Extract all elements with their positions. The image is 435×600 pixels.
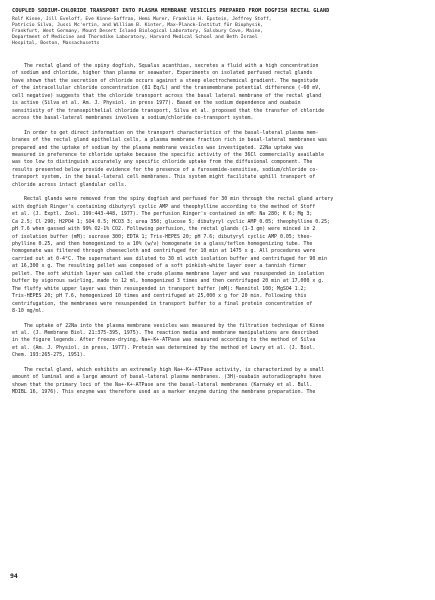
text-line: Rectal glands were removed from the spiny dogfish and perfused for 30 min through the rectal gland artery [24, 196, 334, 203]
text-line: et al. (Am. J. Physiol. in press, 1977). Protein was determined by the method of Lowry et al. (J. Biol. [12, 344, 316, 351]
text-line: Tris-HEPES 20; pH 7.6, homogenized 10 times and centrifuged at 25,000 x g for 20 min. Following this [12, 293, 307, 300]
text-line: results presented below provide evidence for the presence of a furosemide-sensitive, sodium/chloride co- [12, 166, 319, 173]
text-line: cell negative) suggests that the chloride transport across the basal lateral membrane of the rectal gland [12, 92, 322, 99]
author-line: Rolf Kinne, Jill Eveloff, Eve Kinne-Saffran, Hemi Murer, Franklin H. Epstein, Jeffrey Stoff, [12, 17, 272, 22]
text-line: have shown that the secretion of chloride occurs against a steep electrochemical gradient. The magnitude [12, 77, 319, 84]
text-line: chloride across intact glandular cells. [12, 181, 127, 188]
text-line: The rectal gland of the spiny dogfish, Squalus acanthias, secretes a fluid with a high concentration [24, 63, 319, 69]
text-line: pellet. The soft whitish layer was called the crude plasma membrane layer and was resuspended in isolation [12, 270, 325, 277]
text-line: The fluffy white upper layer was then resuspended in transport buffer (mM): Mannitol 100; MgSO4 1.2; [12, 285, 307, 292]
text-line: The rectal gland, which exhibits an extremely high Na+-K+-ATPase activity, is characterized by a small [24, 366, 325, 373]
text-line: was too low to distinguish accurately any specific chloride uptake from the diffusional component. The [12, 159, 313, 166]
text-line: prepared and the uptake of sodium by the plasma membrane vesicles was investigated. 22Na uptake was [12, 144, 304, 151]
text-line: MDIBL 16, 1976). This enzyme was therefore used as a marker enzyme during the membrane preparation. The [12, 389, 316, 396]
text-line: Chem. 193:265-275, 1951). [12, 352, 86, 359]
text-line: carried out at 0-4°C. The supernatant was diluted to 30 ml with isolation buffer and centrifuged for 90 min [12, 255, 328, 262]
text-line: shown that the primary loci of the Na+-K+-ATPase are the basal-lateral membranes (Karnaky et al. Bull. [12, 381, 313, 388]
page-number: 94 [10, 572, 18, 580]
paragraph-methods [12, 196, 425, 315]
text-line: centrifugation, the membranes were resuspended in transport buffer to a final protein concentration of [12, 300, 313, 307]
text-line: of sodium and chloride, higher than plasma or seawater. Experiments on isolated perfused rectal glands [12, 70, 313, 77]
text-line: et al. (J. Membrane Biol. 21:375-395, 1975). The reaction media and membrane manipulations are described [12, 329, 319, 336]
paragraph-intro [12, 63, 425, 123]
author-line: Patricio Silva, Jussi Mc'ertin, and William B. Kinter, Max-Planck-Institut für Biophysik, [12, 23, 264, 29]
text-line: In order to get direct information on the transport characteristics of the basal-lateral plasma mem- [24, 129, 319, 136]
text-line: measured in preference to chloride uptake because the specific activity of the 36Cl commercially available [12, 151, 325, 158]
text-line: of isolation buffer (mM): sucrose 300; EDTA 1; Tris-HEPES 20; pH 7.6; dibutyryl cyclic AMP 0.05; theo- [12, 233, 313, 240]
text-line: Ca 2.5; Cl 290; H2PO4 1; SO4 0.5; HCO3 3; urea 350; glucose 5; dibutyryl cyclic AMP 0.05; theophylline 0.25; [12, 218, 330, 225]
author-block [12, 17, 427, 47]
paragraph-uptake [12, 323, 425, 360]
text-line: is active (Silva et al. Am. J. Physiol. in press 1977). Based on the sodium dependence and ouabain [12, 100, 301, 107]
text-line: with dogfish Ringer's containing dibutyryl cyclic AMP and theophylline according to the method of Stoff [12, 203, 316, 210]
text-line: across the basal-lateral membranes involves a sodium/chloride co-transport system. [12, 115, 254, 122]
text-line: sensitivity of the transepithelial chloride transport, Silva et al. proposed that the transfer of chloride [12, 107, 325, 114]
text-line: 8-10 mg/ml. [12, 308, 45, 315]
paper-title: COUPLED SODIUM-CHLORIDE TRANSPORT INTO PLASMA MEMBRANE VESICLES PREPARED FROM DOGFISH RECTAL GLAND [12, 8, 330, 14]
author-line: Frankfurt, West Germany, Mount Desert Island Biological Laboratory, Salsbury Cove, Maine, [12, 29, 264, 35]
text-line: The uptake of 22Na into the plasma membrane vesicles was measured by the filtration technique of Kinne [24, 322, 325, 329]
paragraph-enzyme [12, 367, 425, 397]
author-line: Department of Medicine and Thorndike Laboratory, Harvard Medical School and Beth Israel [12, 35, 258, 41]
author-line: Hospital, Boston, Massachusetts [12, 41, 100, 47]
text-line: amount of luminal and a large amount of basal-lateral plasma membranes. (3H)-ouabain autoradiographs have [12, 374, 322, 381]
text-line: phylline 0.25, and then homogenized to a 10% (w/v) homogenate in a glass/teflon homogenizing tube. The [12, 240, 313, 247]
paragraph-aims [12, 130, 425, 190]
text-line: et al. (J. Exptl. Zool. 199:443-448, 1977). The perfusion Ringer's contained in mM: Na 280; K 6; Mg 3; [12, 211, 313, 218]
text-line: transport system, in the basal-lateral cell membranes. This system might facilitate uphill transport of [12, 174, 316, 181]
text-line: at 16,300 x g. The resulting pellet was composed of a soft pinkish-white layer over a tannish firmer [12, 263, 307, 270]
text-line: in the figure legends. After freeze-drying, Na+-K+-ATPase was measured according to the method of Silva [12, 337, 316, 344]
text-line: homogenate was filtered through cheesecloth and centrifuged for 10 min at 1475 x g. All procedures were [12, 248, 316, 255]
text-line: branes of the rectal gland epithelial cells, a plasma membrane fraction rich in basal-lateral membranes was [12, 137, 328, 144]
text-line: buffer by vigorous swirling, made to 12 ml, homogenized 3 times and then centrifuged 20 min at 17,000 x g. [12, 278, 325, 285]
text-line: pH 7.6 when gassed with 99% O2-1% CO2. Following perfusion, the rectal glands (1-3 gm) were minced in 2 [12, 226, 316, 233]
body-text [12, 63, 425, 404]
text-line: of the intracellular chloride concentration (81 Eq/L) and the transmembrane potential difference (-60 mV, [12, 85, 322, 92]
